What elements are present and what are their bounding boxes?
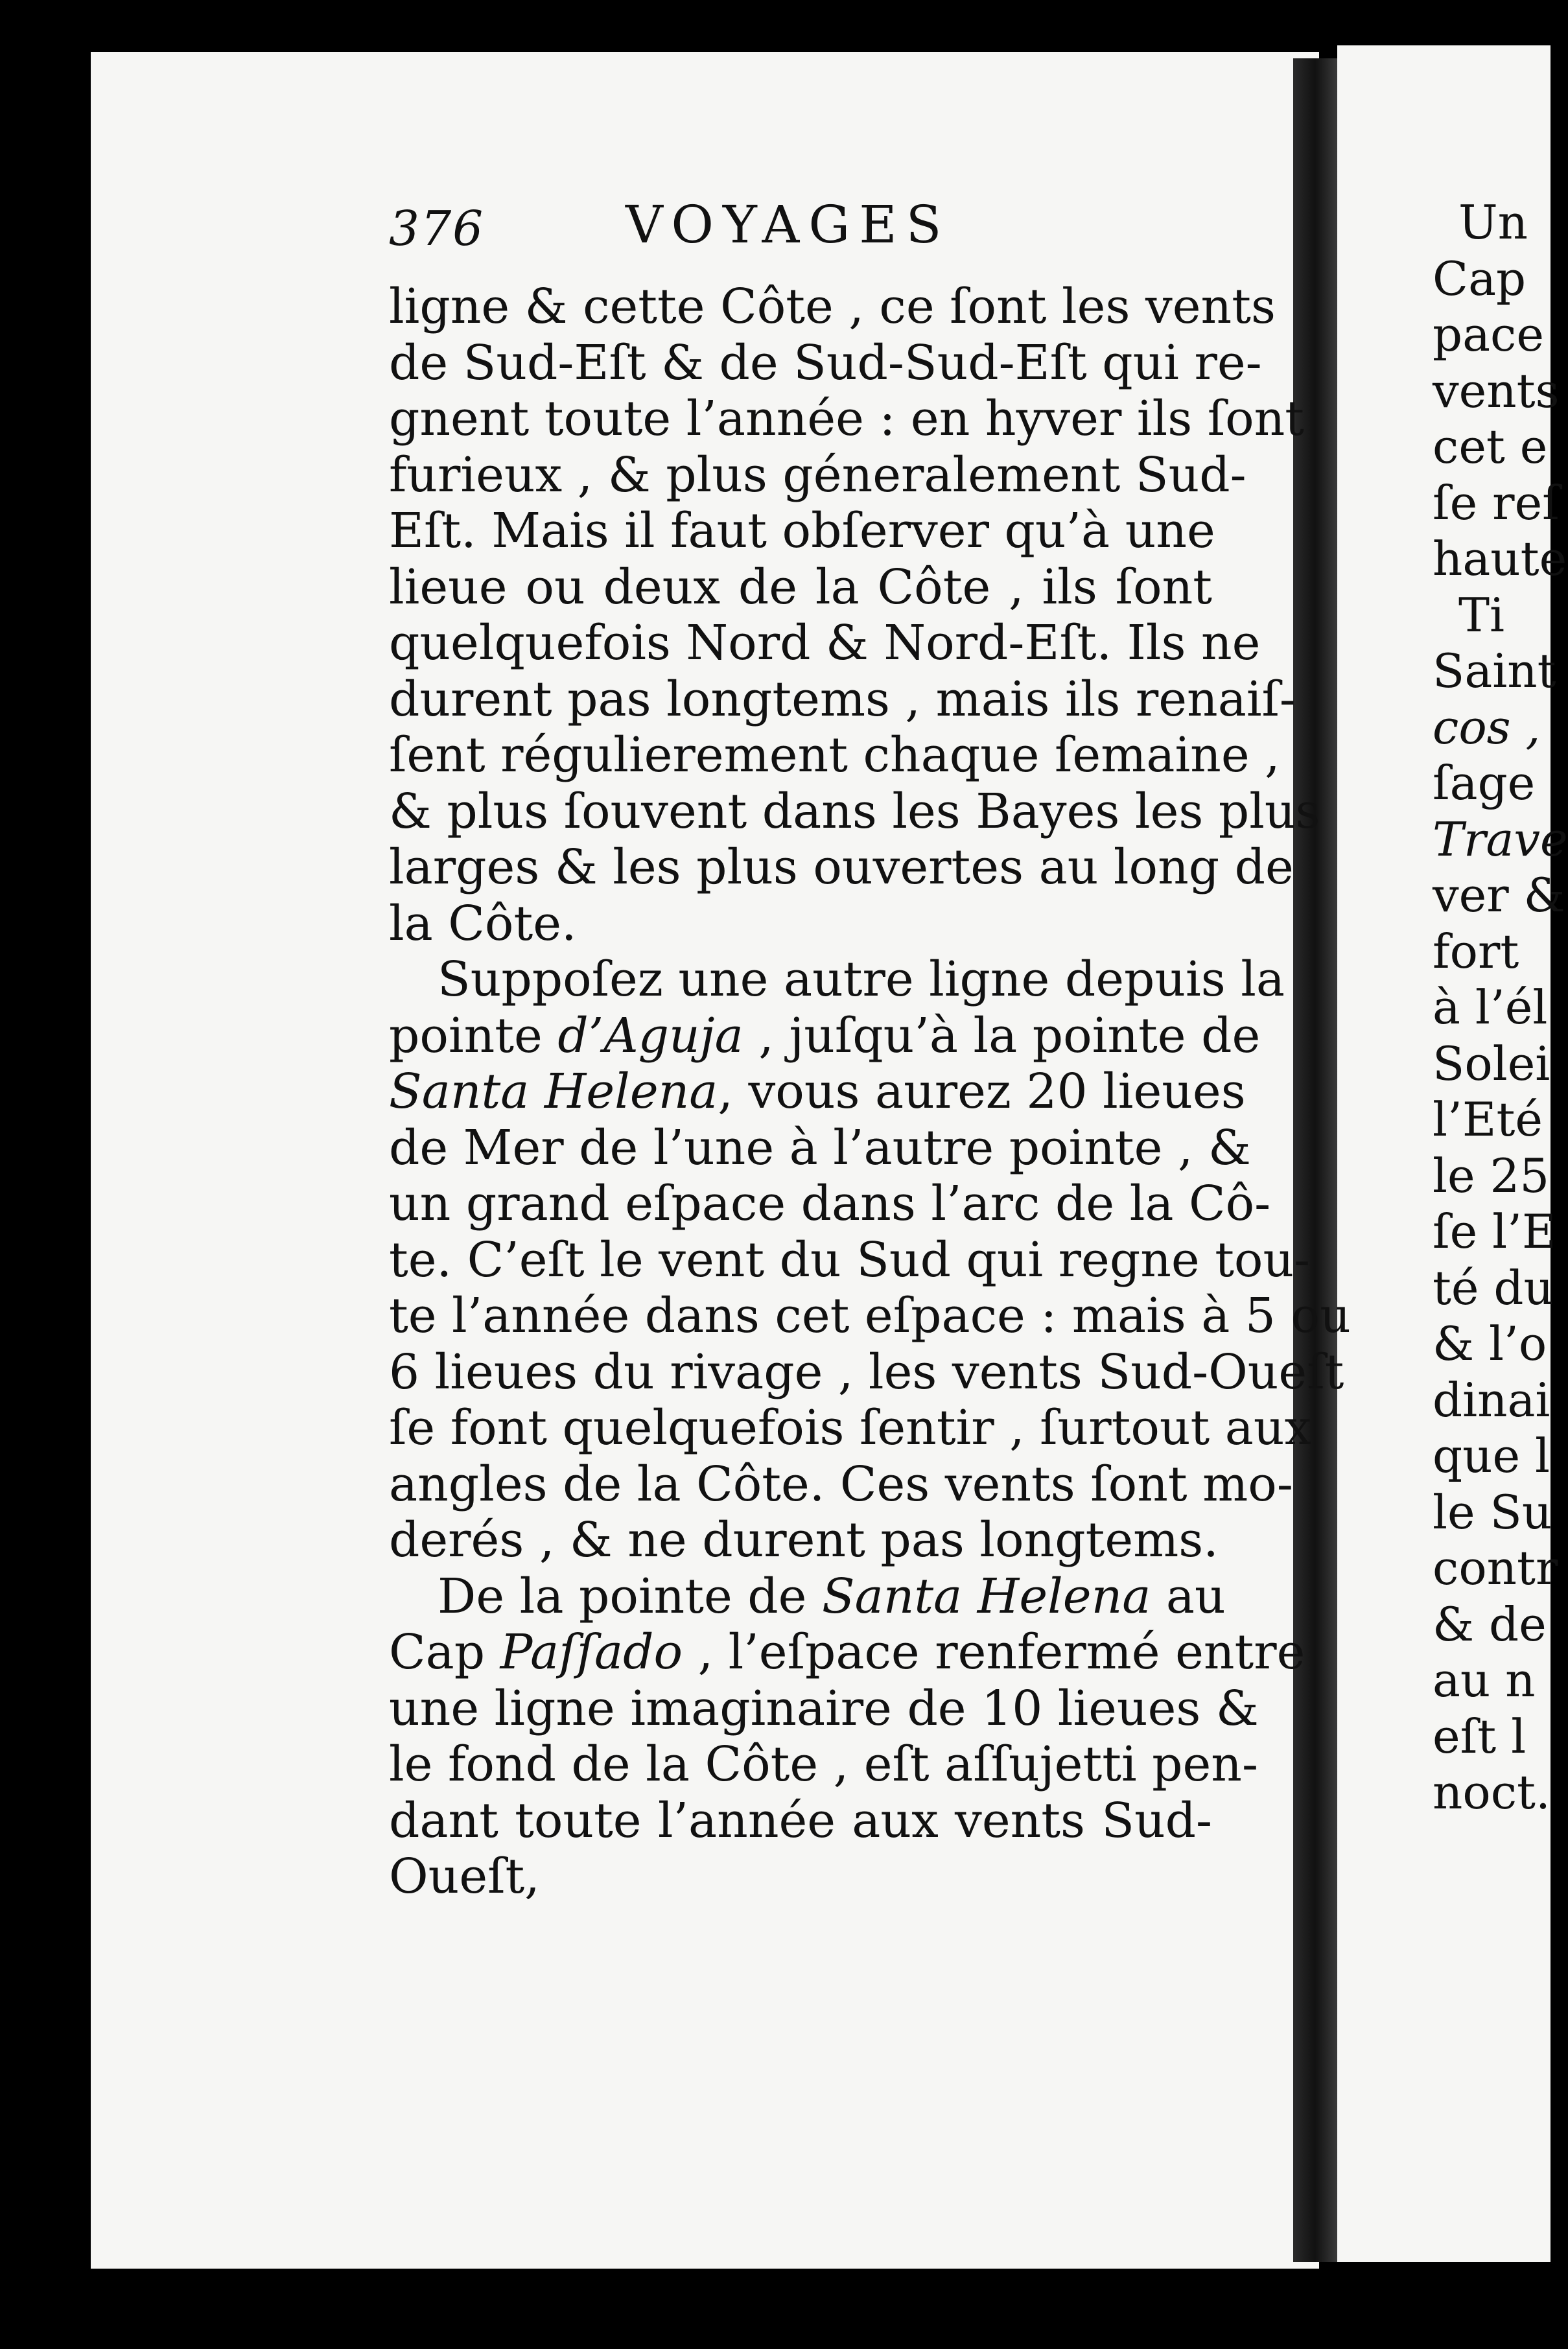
text-segment: durent pas longtems , mais ils renaiſ- — [389, 671, 1296, 727]
text-line — [389, 1456, 1293, 1513]
text-segment: une ligne imaginaire de 10 lieues & — [389, 1680, 1259, 1736]
text-segment: ſent régulierement chaque ſemaine , — [389, 727, 1280, 783]
facing-page-line: vents — [1433, 363, 1560, 418]
text-segment: te l’année dans cet eſpace : mais à 5 ou — [389, 1288, 1351, 1344]
italic-text: Paſſado — [500, 1624, 683, 1680]
text-line — [389, 1512, 1219, 1569]
text-segment: angles de la Côte. Ces vents ſont mo- — [389, 1456, 1293, 1512]
text-line — [389, 952, 1285, 1008]
text-line — [389, 1680, 1259, 1737]
text-line — [389, 727, 1280, 784]
text-segment: de Mer de l’une à l’autre pointe , & — [389, 1119, 1251, 1176]
facing-page-line: dinai — [1433, 1372, 1550, 1427]
text-line — [389, 896, 1212, 952]
text-segment: gnent toute l’année : en hyver ils ſont — [389, 391, 1305, 447]
facing-page-line: Solei — [1433, 1036, 1550, 1091]
text-segment: Eſt. Mais il faut obſerver qu’à une — [389, 503, 1215, 559]
text-line — [389, 559, 1212, 616]
facing-page-line: ſe l’E — [1433, 1204, 1556, 1259]
text-segment: , juſqu’à la pointe de — [743, 1007, 1261, 1064]
text-segment: pointe — [389, 1007, 558, 1064]
text-line — [389, 1119, 1251, 1176]
text-segment: , l’eſpace renfermé entre — [683, 1624, 1305, 1680]
text-segment: le fond de la Côte , eſt aſſujetti pen- — [389, 1736, 1258, 1792]
facing-page-line: noct. — [1433, 1765, 1550, 1819]
facing-page-line: eſt l — [1433, 1709, 1527, 1764]
facing-page-line: Ti — [1458, 587, 1505, 642]
facing-page-line: cet e — [1433, 419, 1548, 474]
running-title: VOYAGES — [626, 194, 951, 255]
italic-text: Santa Helena — [821, 1568, 1151, 1624]
text-segment: 6 lieues du rivage , les vents Sud-Oueſt — [389, 1344, 1344, 1400]
text-line — [389, 1793, 1212, 1849]
text-segment: lieue ou deux de la Côte , ils ſont — [389, 559, 1212, 615]
text-line — [389, 1176, 1271, 1232]
facing-page-line: ſage — [1433, 756, 1536, 810]
text-segment: la Côte. — [389, 895, 577, 952]
facing-page-line: té du — [1433, 1260, 1554, 1315]
facing-page-line: Trave — [1433, 812, 1568, 867]
text-line — [389, 279, 1276, 335]
text-line — [389, 839, 1294, 896]
text-segment: te. C’eſt le vent du Sud qui regne tou- — [389, 1232, 1311, 1288]
facing-page-line: Cap — [1433, 251, 1527, 306]
text-segment: de Sud-Eſt & de Sud-Sud-Eſt qui re- — [389, 334, 1262, 391]
text-segment: quelquefois Nord & Nord-Eſt. Ils ne — [389, 615, 1261, 671]
facing-page-line: Un — [1458, 195, 1528, 250]
text-line — [389, 783, 1320, 840]
text-line — [389, 447, 1246, 504]
text-segment: au — [1151, 1568, 1226, 1624]
text-line — [389, 1736, 1258, 1793]
text-line — [389, 1232, 1311, 1289]
text-line — [389, 1007, 1261, 1064]
facing-page-line: que l — [1433, 1429, 1550, 1483]
facing-page-line: & de — [1433, 1596, 1547, 1652]
facing-page-line: ver & — [1433, 868, 1565, 922]
facing-page-line: haute — [1433, 532, 1567, 586]
text-segment: dant toute l’année aux vents Sud- — [389, 1792, 1212, 1849]
text-line — [389, 1344, 1344, 1401]
text-segment: derés , & ne durent pas longtems. — [389, 1512, 1219, 1568]
book-gutter — [1293, 58, 1337, 2262]
text-line — [389, 1849, 1212, 1905]
text-segment: larges & les plus ouvertes au long de — [389, 839, 1294, 895]
facing-page-line: au n — [1433, 1653, 1536, 1707]
text-line — [389, 391, 1305, 447]
text-line — [389, 1400, 1312, 1456]
text-line — [389, 334, 1262, 392]
facing-page-line: & l’o — [1433, 1316, 1547, 1371]
text-line — [389, 1288, 1351, 1344]
running-head — [389, 194, 1206, 272]
text-segment: un grand eſpace dans l’arc de la Cô- — [389, 1176, 1271, 1232]
text-segment: Suppoſez une autre ligne depuis la — [438, 952, 1285, 1007]
text-segment: De la pointe de — [438, 1568, 822, 1624]
text-line — [389, 503, 1215, 559]
text-line — [389, 1624, 1305, 1681]
text-line — [389, 671, 1296, 728]
text-segment: ſe font quelquefois ſentir , ſurtout aux — [389, 1400, 1312, 1456]
text-line — [389, 1064, 1246, 1120]
facing-page-line: ſe reſ — [1433, 475, 1560, 530]
page-number: 376 — [389, 201, 485, 257]
text-segment: Cap — [389, 1624, 500, 1680]
facing-page-line: fort — [1433, 924, 1519, 979]
text-line — [389, 615, 1261, 672]
italic-text: d’Aguja — [557, 1007, 743, 1064]
facing-page-text-fragments — [1433, 194, 1568, 1821]
text-segment: & plus ſouvent dans les Bayes les plus — [389, 783, 1320, 839]
facing-page-line: le 25 — [1433, 1148, 1550, 1203]
facing-page-line: contr — [1433, 1541, 1558, 1595]
facing-page-line: le Su — [1433, 1484, 1552, 1539]
text-segment: furieux , & plus géneralement Sud- — [389, 447, 1246, 503]
facing-page-line: cos , — [1433, 699, 1541, 754]
facing-page-line: pace — [1433, 307, 1544, 362]
text-segment: , vous aurez 20 lieues — [718, 1064, 1246, 1119]
facing-page-line: Saint — [1433, 644, 1556, 698]
italic-text: Santa Helena — [389, 1064, 718, 1119]
text-line — [389, 1568, 1226, 1625]
facing-page-line: l’Eté — [1433, 1092, 1543, 1147]
facing-page-line: à l’él — [1433, 980, 1548, 1034]
text-segment: ligne & cette Côte , ce ſont les vents — [389, 279, 1276, 334]
text-segment: Oueſt, — [389, 1849, 540, 1904]
body-text — [389, 279, 1351, 1905]
